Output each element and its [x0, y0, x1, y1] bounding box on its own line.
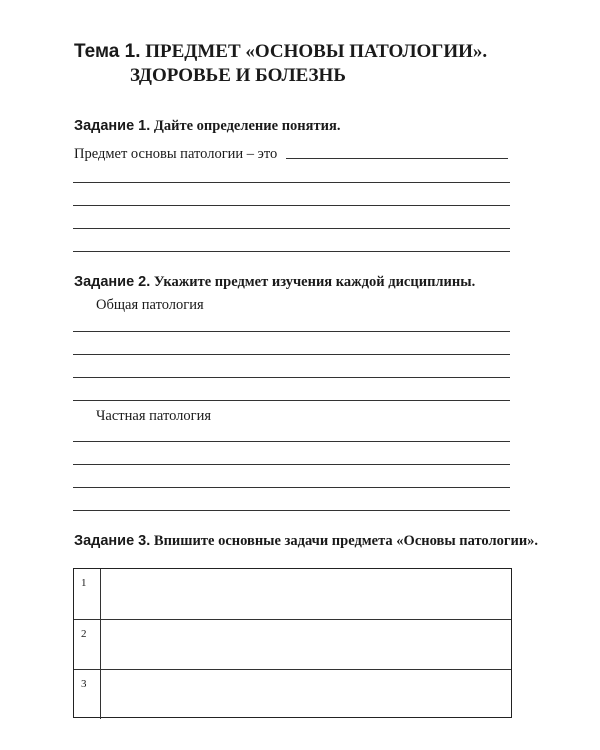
table-row: [74, 619, 511, 669]
task2-special-line-1[interactable]: [73, 441, 510, 442]
table-row: [74, 669, 511, 719]
task3-heading: [74, 533, 538, 550]
task2-heading: [74, 274, 475, 291]
row-number: 3: [81, 678, 87, 690]
topic-title-line1: ПРЕДМЕТ «ОСНОВЫ ПАТОЛОГИИ».: [145, 41, 488, 62]
task1-prefix: Задание 1.: [74, 118, 151, 134]
task1-heading: [74, 118, 340, 135]
task2-subject-special: Частная патология: [96, 408, 212, 424]
answer-cell[interactable]: [101, 670, 511, 719]
row-number: 1: [81, 577, 87, 589]
task1-prompt: Предмет основы патологии – это: [74, 146, 278, 162]
task2-general-line-4[interactable]: [73, 400, 510, 401]
table-row: [74, 569, 511, 619]
topic-title-line2: ЗДОРОВЬЕ И БОЛЕЗНЬ: [130, 65, 346, 86]
task2-subject-general: Общая патология: [96, 297, 204, 313]
row-number: 2: [81, 628, 87, 640]
task1-answer-line-1[interactable]: [73, 182, 510, 183]
task2-general-line-2[interactable]: [73, 354, 510, 355]
task3-answer-table: [73, 568, 512, 718]
task2-special-line-4[interactable]: [73, 510, 510, 511]
task2-instruction: Укажите предмет изучения каждой дисциплины.: [153, 274, 476, 290]
task2-general-line-3[interactable]: [73, 377, 510, 378]
task2-prefix: Задание 2.: [74, 274, 151, 290]
task3-instruction: Впишите основные задачи предмета «Основы патологии».: [153, 533, 539, 549]
task1-answer-line-3[interactable]: [73, 228, 510, 229]
task2-special-line-2[interactable]: [73, 464, 510, 465]
task2-special-line-3[interactable]: [73, 487, 510, 488]
task3-prefix: Задание 3.: [74, 533, 151, 549]
task2-general-line-1[interactable]: [73, 331, 510, 332]
answer-cell[interactable]: [101, 569, 511, 619]
task1-instruction: Дайте определение понятия.: [153, 118, 341, 134]
topic-title: [74, 40, 487, 88]
topic-prefix: Тема 1.: [74, 41, 141, 62]
task1-answer-line-4[interactable]: [73, 251, 510, 252]
answer-cell[interactable]: [101, 620, 511, 669]
task1-answer-line-2[interactable]: [73, 205, 510, 206]
task1-answer-line-inline[interactable]: [286, 158, 508, 159]
